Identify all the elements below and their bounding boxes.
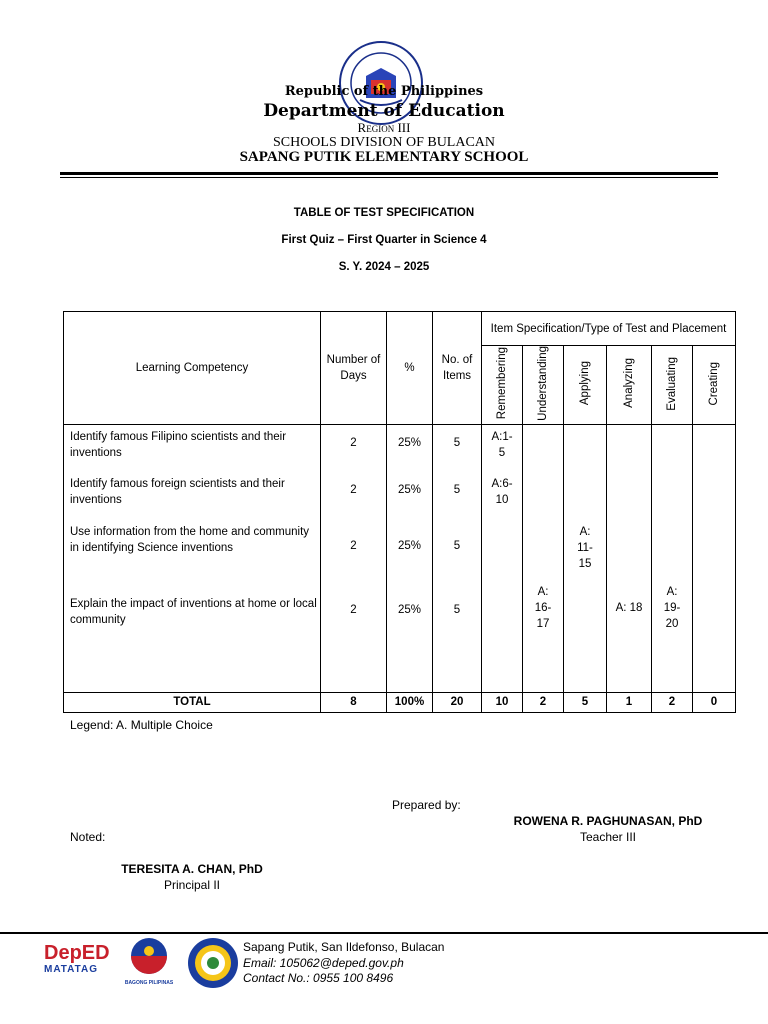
header-competency: Learning Competency xyxy=(64,312,321,425)
applying-cell: A: 11- 15 xyxy=(564,520,607,582)
division-line: SCHOOLS DIVISION OF BULACAN xyxy=(272,135,496,150)
header-understanding: Understanding xyxy=(523,346,564,425)
noted-title: Principal II xyxy=(163,878,221,892)
header-applying: Applying xyxy=(564,346,607,425)
understanding-cell xyxy=(523,520,564,582)
remembering-cell xyxy=(482,582,523,692)
competency-cell: Identify famous Filipino scientists and their inventions xyxy=(64,424,321,472)
creating-cell xyxy=(693,424,736,472)
competency-cell: Identify famous foreign scientists and their inventions xyxy=(64,472,321,520)
header-creating: Creating xyxy=(693,346,736,425)
percent-cell: 25% xyxy=(387,424,433,472)
evaluating-cell xyxy=(652,424,693,472)
header-days: Number of Days xyxy=(321,312,387,425)
analyzing-cell xyxy=(607,424,652,472)
total-days: 8 xyxy=(321,692,387,712)
table-row xyxy=(64,582,736,692)
evaluating-cell: A: 19- 20 xyxy=(652,582,693,692)
test-spec-table xyxy=(63,311,736,713)
evaluating-cell xyxy=(652,472,693,520)
table-row xyxy=(64,472,736,520)
total-percent: 100% xyxy=(387,692,433,712)
header-remembering: Remembering xyxy=(482,346,523,425)
total-items: 20 xyxy=(433,692,482,712)
analyzing-cell: A: 18 xyxy=(607,582,652,692)
creating-cell xyxy=(693,520,736,582)
total-evaluating: 2 xyxy=(652,692,693,712)
republic-line: Republic of the Philippines xyxy=(284,84,484,99)
deped-matatag-logo: DepED MATATAG xyxy=(44,942,110,975)
header-spec: Item Specification/Type of Test and Placement xyxy=(482,312,736,346)
days-cell: 2 xyxy=(321,424,387,472)
understanding-cell xyxy=(523,472,564,520)
understanding-cell xyxy=(523,424,564,472)
remembering-cell: A:1- 5 xyxy=(482,424,523,472)
remembering-cell: A:6- 10 xyxy=(482,472,523,520)
items-cell: 5 xyxy=(433,472,482,520)
items-cell: 5 xyxy=(433,424,482,472)
applying-cell xyxy=(564,582,607,692)
school-seal-logo xyxy=(186,936,240,990)
bagong-pilipinas-text: BAGONG PILIPINAS xyxy=(124,980,174,986)
footer-divider xyxy=(0,932,768,934)
region-line: Region III xyxy=(357,120,411,135)
header-items: No. of Items xyxy=(433,312,482,425)
analyzing-cell xyxy=(607,472,652,520)
doc-subtitle: First Quiz – First Quarter in Science 4 xyxy=(281,234,487,246)
percent-cell: 25% xyxy=(387,472,433,520)
noted-name: TERESITA A. CHAN, PhD xyxy=(121,862,263,876)
legend: Legend: A. Multiple Choice xyxy=(70,718,213,732)
competency-cell: Explain the impact of inventions at home or local community xyxy=(64,582,321,692)
creating-cell xyxy=(693,472,736,520)
prepared-title: Teacher III xyxy=(579,830,637,844)
total-remembering: 10 xyxy=(482,692,523,712)
bagong-pilipinas-logo xyxy=(118,936,180,984)
days-cell: 2 xyxy=(321,582,387,692)
school-name: SAPANG PUTIK ELEMENTARY SCHOOL xyxy=(239,149,529,165)
total-creating: 0 xyxy=(693,692,736,712)
noted-label: Noted: xyxy=(70,830,106,844)
header-analyzing: Analyzing xyxy=(607,346,652,425)
applying-cell xyxy=(564,472,607,520)
header-divider-thin xyxy=(60,177,718,178)
footer-contact: Contact No.: 0955 100 8496 xyxy=(243,971,394,985)
table-row xyxy=(64,520,736,582)
creating-cell xyxy=(693,582,736,692)
prepared-label: Prepared by: xyxy=(392,798,461,812)
header-percent: % xyxy=(387,312,433,425)
doc-title: TABLE OF TEST SPECIFICATION xyxy=(293,207,475,219)
percent-cell: 25% xyxy=(387,520,433,582)
department-line: Department of Education xyxy=(263,101,505,121)
header-divider xyxy=(60,172,718,175)
prepared-name: ROWENA R. PAGHUNASAN, PhD xyxy=(513,814,703,828)
understanding-cell: A: 16- 17 xyxy=(523,582,564,692)
analyzing-cell xyxy=(607,520,652,582)
footer-email: Email: 105062@deped.gov.ph xyxy=(243,956,404,970)
days-cell: 2 xyxy=(321,520,387,582)
total-analyzing: 1 xyxy=(607,692,652,712)
days-cell: 2 xyxy=(321,472,387,520)
school-year: S. Y. 2024 – 2025 xyxy=(338,261,430,273)
items-cell: 5 xyxy=(433,520,482,582)
evaluating-cell xyxy=(652,520,693,582)
competency-cell: Use information from the home and community in identifying Science inventions xyxy=(64,520,321,582)
footer-address: Sapang Putik, San Ildefonso, Bulacan xyxy=(243,940,445,954)
total-understanding: 2 xyxy=(523,692,564,712)
header-evaluating: Evaluating xyxy=(652,346,693,425)
items-cell: 5 xyxy=(433,582,482,692)
remembering-cell xyxy=(482,520,523,582)
total-applying: 5 xyxy=(564,692,607,712)
applying-cell xyxy=(564,424,607,472)
percent-cell: 25% xyxy=(387,582,433,692)
table-row xyxy=(64,424,736,472)
total-label: TOTAL xyxy=(64,692,321,712)
